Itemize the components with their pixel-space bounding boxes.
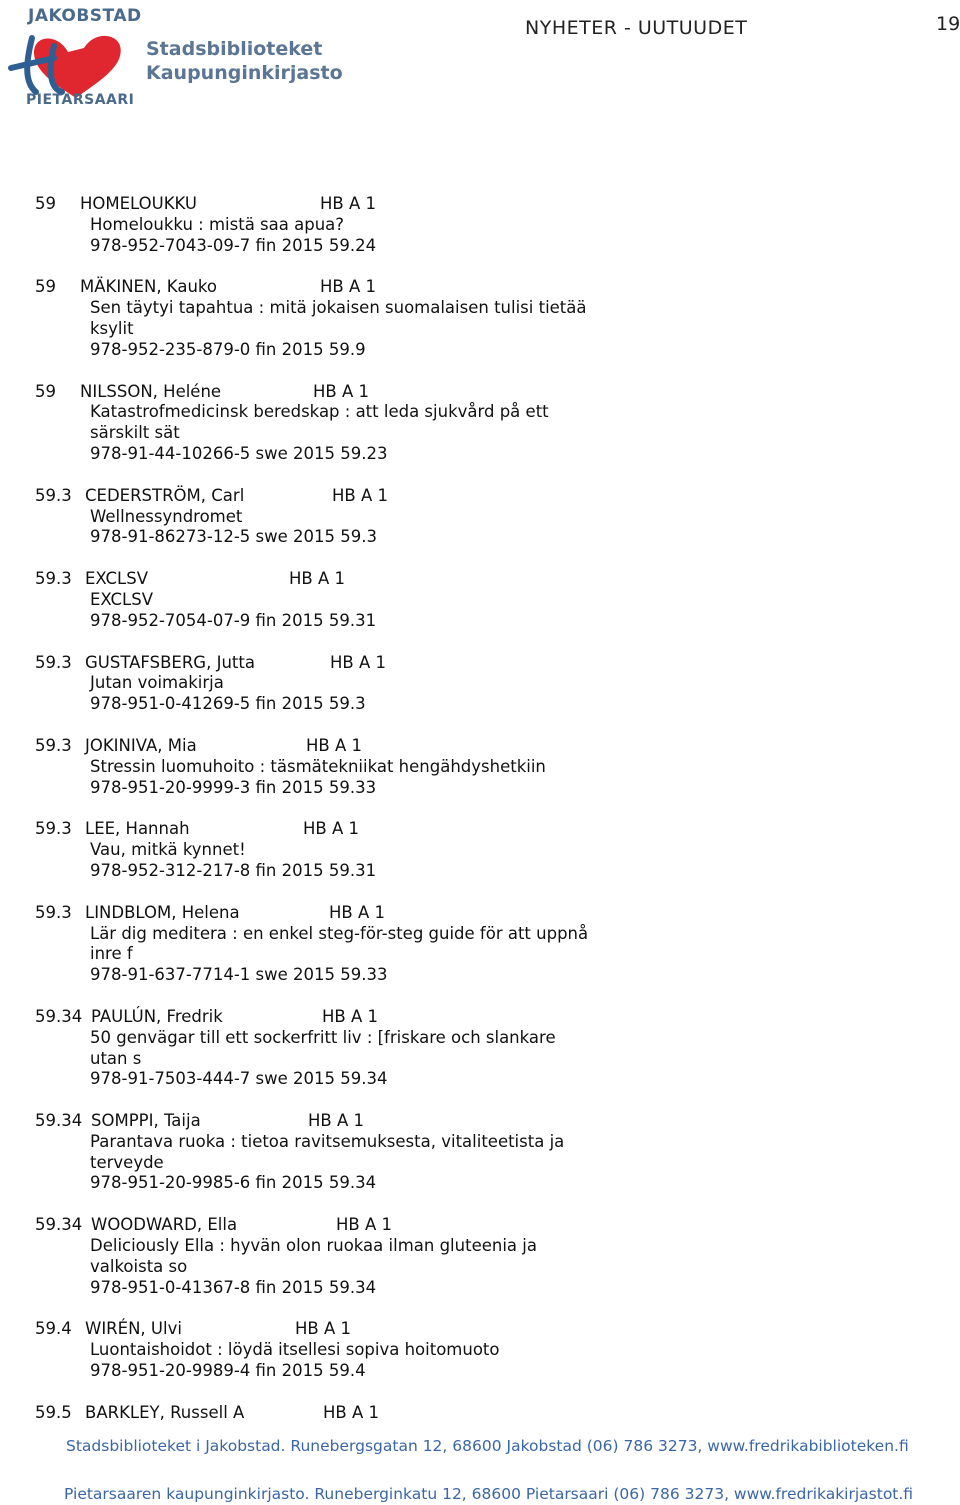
page-number: 19 [936,13,960,35]
entry-heading [35,903,655,924]
heart-logo-icon [6,22,141,102]
entry-classification: 59 [35,277,56,297]
entry-shelf-code: HB A 1 [320,194,377,213]
entry-title: Sen täytyi tapahtua : mitä jokaisen suomalaisen tulisi tietää ksylit [90,298,587,338]
list-item [35,1111,655,1194]
entry-heading [35,382,655,403]
entry-isbn-details: 978-952-7054-07-9 fin 2015 59.31 [90,610,377,630]
entry-classification: 59.34 [35,1111,83,1131]
entry-author: LINDBLOM, Helena [85,902,240,922]
entry-shelf-code: HB A 1 [306,735,363,755]
logo-finnish-name: Kaupunginkirjasto [146,62,343,84]
entry-author: EXCLSV [85,569,149,589]
list-item [35,194,655,256]
entry-isbn-details: 978-91-44-10266-5 swe 2015 59.23 [90,443,388,463]
entry-heading [35,1403,655,1424]
entry-author: WIRÉN, Ulvi [85,1319,182,1339]
entry-heading [35,1111,655,1132]
entry-title: Luontaishoidot : löydä itsellesi sopiva hoitomuoto [90,1340,500,1360]
logo-swedish-name: Stadsbiblioteket [146,38,323,60]
entry-author: LEE, Hannah [85,819,190,839]
entry-isbn-details: 978-951-0-41367-8 fin 2015 59.34 [90,1277,377,1297]
entry-shelf-code: HB A 1 [303,819,360,839]
entry-shelf-code: HB A 1 [323,1402,380,1422]
entry-title: Homeloukku : mistä saa apua? [90,214,345,234]
entry-title: Deliciously Ella : hyvän olon ruokaa ilman gluteenia ja valkoista so [90,1236,537,1276]
entry-shelf-code: HB A 1 [329,902,386,922]
entry-author: CEDERSTRÖM, Carl [85,485,245,505]
entry-author: PAULÚN, Fredrik [91,1006,223,1026]
list-item [35,1319,655,1381]
entry-shelf-code: HB A 1 [289,569,346,589]
entry-title: Parantava ruoka : tietoa ravitsemuksesta, vitaliteetista ja terveyde [90,1131,565,1172]
list-item [35,903,655,986]
entry-isbn-details: 978-91-7503-444-7 swe 2015 59.34 [90,1069,388,1089]
entry-title: EXCLSV [90,589,154,609]
entry-title: Vau, mitkä kynnet! [90,840,246,860]
entry-classification: 59.34 [35,1006,83,1026]
footer-swedish-address: Stadsbiblioteket i Jakobstad. Runebergsgatan 12, 68600 Jakobstad (06) 786 3273, www.fredrikabiblioteken.fi [66,1437,909,1455]
entry-heading [35,569,655,590]
entry-classification: 59.3 [35,902,72,922]
entry-isbn-details: 978-952-7043-09-7 fin 2015 59.24 [90,235,377,255]
list-item [35,277,655,360]
entry-isbn-details: 978-951-20-9999-3 fin 2015 59.33 [90,777,377,797]
entry-isbn-details: 978-951-20-9989-4 fin 2015 59.4 [90,1361,366,1381]
library-logo [6,4,343,112]
entry-classification: 59.3 [35,569,72,589]
entry-classification: 59.3 [35,735,72,755]
list-item [35,653,655,715]
entry-heading [35,819,655,840]
list-item [35,1403,655,1424]
list-item [35,1215,655,1298]
entry-classification: 59.5 [35,1402,72,1422]
entry-isbn-details: 978-952-312-217-8 fin 2015 59.31 [90,860,377,880]
entry-shelf-code: HB A 1 [332,485,389,505]
entry-title: Wellnessyndromet [90,506,243,526]
entry-author: NILSSON, Heléne [80,381,222,401]
logo-city-name-finnish: PIETARSAARI [26,92,135,108]
book-list [35,194,655,1445]
entry-classification: 59 [35,381,56,401]
entry-author: JOKINIVA, Mia [85,735,197,755]
entry-title: Stressin luomuhoito : täsmätekniikat hengähdyshetkiin [90,756,546,776]
entry-author: SOMPPI, Taija [91,1111,201,1131]
entry-shelf-code: HB A 1 [320,277,377,297]
entry-classification: 59.34 [35,1215,83,1235]
list-item [35,382,655,465]
list-item [35,486,655,548]
list-item [35,1007,655,1090]
entry-classification: 59.3 [35,485,72,505]
entry-heading [35,1215,655,1236]
entry-shelf-code: HB A 1 [313,381,370,401]
entry-shelf-code: HB A 1 [322,1006,379,1026]
entry-classification: 59.3 [35,652,72,672]
footer-finnish-address: Pietarsaaren kaupunginkirjasto. Runeberginkatu 12, 68600 Pietarsaari (06) 786 3273, www.fredrikakirjastot.fi [64,1485,914,1503]
logo-city-name: JAKOBSTAD [28,6,142,26]
entry-isbn-details: 978-951-20-9985-6 fin 2015 59.34 [90,1173,377,1193]
entry-shelf-code: HB A 1 [330,652,387,672]
entry-isbn-details: 978-91-86273-12-5 swe 2015 59.3 [90,527,377,547]
entry-shelf-code: HB A 1 [308,1111,365,1131]
entry-heading [35,277,655,298]
entry-title: Jutan voimakirja [90,673,224,693]
entry-isbn-details: 978-91-637-7714-1 swe 2015 59.33 [90,965,388,985]
entry-isbn-details: 978-952-235-879-0 fin 2015 59.9 [90,339,366,359]
entry-isbn-details: 978-951-0-41269-5 fin 2015 59.3 [90,694,366,714]
page-title: NYHETER - UUTUUDET [525,17,748,39]
entry-author: BARKLEY, Russell A [85,1402,245,1422]
entry-heading [35,194,655,215]
entry-author: MÄKINEN, Kauko [80,277,217,297]
entry-author: GUSTAFSBERG, Jutta [85,652,255,672]
entry-classification: 59.3 [35,819,72,839]
list-item [35,819,655,881]
list-item [35,736,655,798]
entry-author: HOMELOUKKU [80,194,197,213]
entry-title: 50 genvägar till ett sockerfritt liv : [friskare och slankare utan s [90,1027,556,1068]
entry-title: Katastrofmedicinsk beredskap : att leda sjukvård på ett särskilt sät [90,402,549,443]
entry-classification: 59.4 [35,1319,72,1339]
entry-heading [35,1007,655,1028]
entry-heading [35,486,655,507]
entry-heading [35,736,655,757]
entry-heading [35,1319,655,1340]
entry-classification: 59 [35,194,56,213]
entry-heading [35,653,655,674]
entry-shelf-code: HB A 1 [295,1319,352,1339]
entry-shelf-code: HB A 1 [336,1215,393,1235]
list-item [35,569,655,631]
entry-author: WOODWARD, Ella [91,1215,238,1235]
entry-title: Lär dig meditera : en enkel steg-för-steg guide för att uppnå inre f [90,923,589,964]
